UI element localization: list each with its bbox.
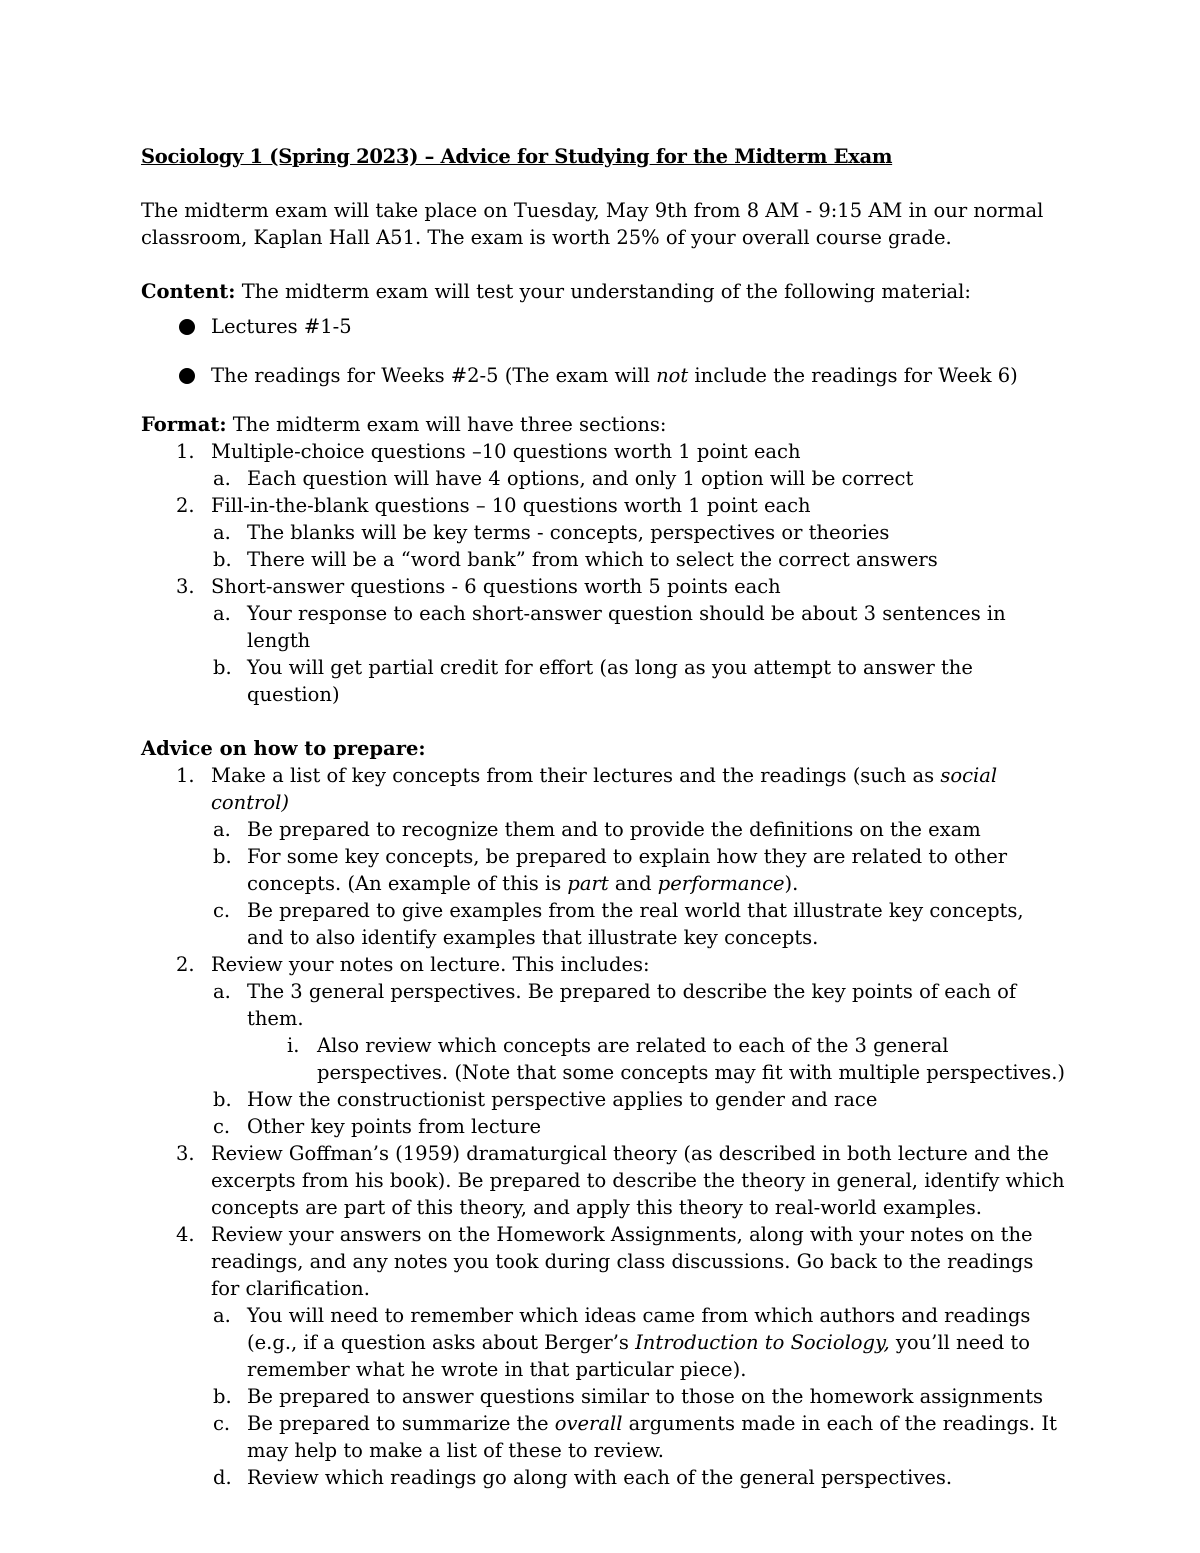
content-bullet-list (141, 313, 1066, 389)
list-item-text: Other key points from lecture (247, 1115, 541, 1138)
list-item-text: ). (784, 872, 799, 895)
list-item (141, 1383, 1066, 1410)
list-letter: d. (213, 1466, 232, 1489)
list-number: 1. (176, 764, 195, 787)
list-item-text: Lectures #1-5 (211, 315, 352, 338)
document-content (141, 143, 1066, 1491)
list-letter: a. (213, 1304, 231, 1327)
list-item-text: Review your answers on the Homework Assignments, along with your notes on the readings, and any notes you took during class discussions. Go back to the readings for clarification. (211, 1223, 1034, 1300)
sub-list (211, 1302, 1066, 1491)
list-item (141, 313, 1066, 340)
emphasis-text: Introduction to Sociology, (635, 1331, 890, 1354)
list-item-text: Be prepared to recognize them and to provide the definitions on the exam (247, 818, 981, 841)
list-item (141, 1086, 1066, 1113)
list-item (141, 573, 1066, 708)
sub-sub-list (247, 1032, 1066, 1086)
sub-list (211, 600, 1066, 708)
sub-list (211, 519, 1066, 573)
list-number: 1. (176, 440, 195, 463)
content-label: Content: (141, 280, 236, 303)
list-letter: a. (213, 980, 231, 1003)
list-number: 4. (176, 1223, 195, 1246)
list-item (141, 465, 1066, 492)
list-item (141, 492, 1066, 573)
list-letter: b. (213, 548, 232, 571)
list-item-text: There will be a “word bank” from which to select the correct answers (247, 548, 938, 571)
list-item-text: Review which readings go along with each of the general perspectives. (247, 1466, 953, 1489)
advice-list (141, 762, 1066, 1491)
format-list (141, 438, 1066, 708)
content-text: The midterm exam will test your understanding of the following material: (241, 280, 971, 303)
bullet-icon (179, 368, 195, 384)
list-letter: b. (213, 845, 232, 868)
list-item (141, 1410, 1066, 1464)
list-letter: b. (213, 1088, 232, 1111)
list-number: 2. (176, 494, 195, 517)
bullet-icon (179, 319, 195, 335)
emphasis-text: performance (657, 872, 785, 895)
list-item-text: you’ll need to remember what he wrote in that particular piece). (247, 1331, 1030, 1381)
list-item (141, 897, 1066, 951)
list-item (141, 654, 1066, 708)
list-item (141, 600, 1066, 654)
emphasis-text: not (656, 364, 689, 387)
format-label: Format: (141, 413, 227, 436)
list-letter: a. (213, 602, 231, 625)
list-item-text: The readings for Weeks #2-5 (The exam will (211, 364, 657, 387)
spacer (141, 251, 1066, 278)
list-item-text: Be prepared to answer questions similar to those on the homework assignments (247, 1385, 1044, 1408)
list-number: 3. (176, 575, 195, 598)
list-item-text: The blanks will be key terms - concepts, perspectives or theories (247, 521, 890, 544)
list-item (141, 762, 1066, 951)
list-item (141, 362, 1066, 389)
sub-list (211, 465, 1066, 492)
list-item (141, 951, 1066, 1140)
list-item-text: Fill-in-the-blank questions – 10 questions worth 1 point each (211, 494, 811, 517)
list-item-text: Review your notes on lecture. This includes: (211, 953, 650, 976)
list-number: 3. (176, 1142, 195, 1165)
list-item-text: Be prepared to give examples from the real world that illustrate key concepts, and to also identify examples that illustrate key concepts. (247, 899, 1024, 949)
list-item (141, 816, 1066, 843)
list-item (141, 1140, 1066, 1221)
list-item (141, 1221, 1066, 1491)
list-item (141, 438, 1066, 492)
list-letter: c. (213, 1115, 231, 1138)
list-item-text: How the constructionist perspective applies to gender and race (247, 1088, 878, 1111)
list-item-text: Also review which concepts are related to each of the 3 general perspectives. (Note that some concepts may fit with multiple perspectives.) (317, 1034, 1065, 1084)
emphasis-text: part (567, 872, 609, 895)
sub-list (211, 978, 1066, 1140)
list-item-text: The 3 general perspectives. Be prepared to describe the key points of each of them. (247, 980, 1017, 1030)
list-item-text: You will get partial credit for effort (as long as you attempt to answer the question) (247, 656, 973, 706)
list-item (141, 1302, 1066, 1383)
list-item (141, 1032, 1066, 1086)
list-item (141, 519, 1066, 546)
list-letter: c. (213, 899, 231, 922)
format-paragraph (141, 411, 1066, 438)
list-item (141, 1464, 1066, 1491)
sub-list (211, 816, 1066, 951)
list-letter: b. (213, 656, 232, 679)
list-item-text: Make a list of key concepts from their lectures and the readings (such as (211, 764, 941, 787)
list-letter: b. (213, 1385, 232, 1408)
advice-label: Advice on how to prepare: (141, 737, 426, 760)
list-item-text: Be prepared to summarize the (247, 1412, 555, 1435)
emphasis-text: social control) (211, 764, 998, 814)
list-item-text: Review Goffman’s (1959) dramaturgical theory (as described in both lecture and the excerpts from his book). Be prepared to describe the theory in general, identify which concepts are part of this theory, and apply this theory to real-world examples. (211, 1142, 1065, 1219)
format-text: The midterm exam will have three sections: (232, 413, 667, 436)
intro-paragraph: The midterm exam will take place on Tuesday, May 9th from 8 AM - 9:15 AM in our normal classroom, Kaplan Hall A51. The exam is worth 25% of your overall course grade. (141, 199, 1044, 249)
list-item (141, 1113, 1066, 1140)
document-title: Sociology 1 (Spring 2023) – Advice for Studying for the Midterm Exam (141, 145, 893, 168)
list-letter: a. (213, 521, 231, 544)
list-item-text: Multiple-choice questions –10 questions worth 1 point each (211, 440, 801, 463)
list-item-text: arguments made in each of the readings. It may help to make a list of these to review. (247, 1412, 1057, 1462)
list-item-text: include the readings for Week 6) (688, 364, 1018, 387)
list-number: 2. (176, 953, 195, 976)
list-item (141, 546, 1066, 573)
content-paragraph (141, 278, 1066, 305)
list-roman: i. (287, 1034, 300, 1057)
list-item-text: For some key concepts, be prepared to explain how they are related to other concepts. (An example of this is (247, 845, 1008, 895)
list-item-text: You will need to remember which ideas came from which authors and readings (e.g., if a question asks about Berger’s (247, 1304, 1031, 1354)
list-item-text: Short-answer questions - 6 questions worth 5 points each (211, 575, 781, 598)
emphasis-text: overall (554, 1412, 623, 1435)
list-item-text: Your response to each short-answer question should be about 3 sentences in length (247, 602, 1006, 652)
list-letter: a. (213, 818, 231, 841)
list-item-text: and (608, 872, 658, 895)
spacer (141, 708, 1066, 735)
list-item (141, 843, 1066, 897)
list-letter: c. (213, 1412, 231, 1435)
list-letter: a. (213, 467, 231, 490)
list-item-text: Each question will have 4 options, and only 1 option will be correct (247, 467, 914, 490)
list-item (141, 978, 1066, 1086)
